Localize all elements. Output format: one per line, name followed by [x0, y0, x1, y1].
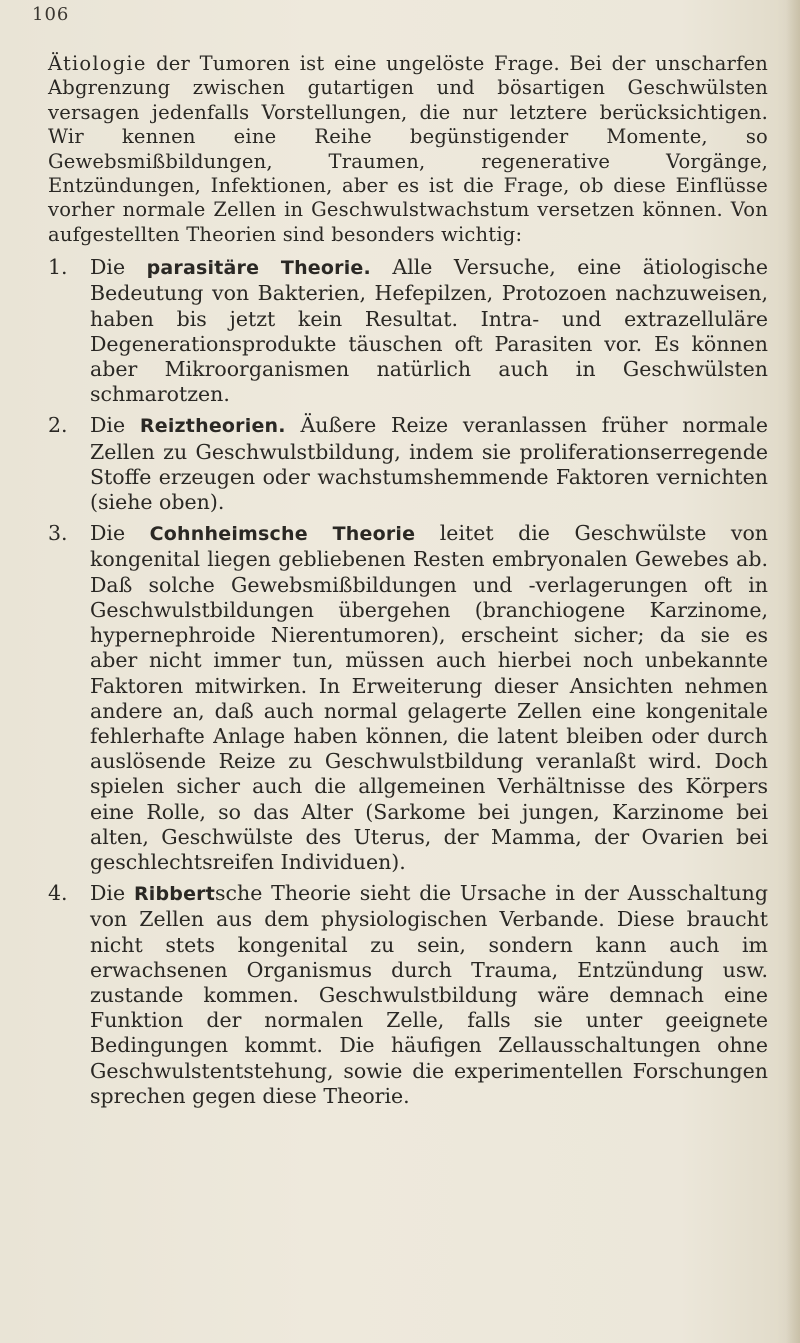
- theory-text: Alle Versuche, eine ätiologische Bedeutung von Bakterien, Hefepilzen, Protozoen nachzuweisen, haben bis jetzt kein Resultat. Intra- und extrazelluläre Degenerationsprodukte täuschen oft Parasiten vor. Es können aber Mikroorganismen natürlich auch in Geschwülsten schmarotzen.: [90, 255, 768, 407]
- page-edge-shadow: [786, 0, 800, 1343]
- theory-item-parasitic: [48, 255, 768, 407]
- theory-prefix: Die: [90, 255, 147, 280]
- theory-name: parasitäre Theorie.: [146, 257, 371, 280]
- theory-text: Äußere Reize veranlassen früher normale Zellen zu Geschwulstbildung, indem sie proliferationserregende Stoffe erzeugen oder wachstumshemmende Faktoren vernichten (siehe oben).: [90, 413, 768, 515]
- theory-item-cohnheim: [48, 521, 768, 875]
- page-number: 106: [32, 4, 70, 25]
- theory-list: [48, 255, 768, 1109]
- page-body: [48, 52, 768, 1115]
- intro-heading-word: Ätiologie: [48, 52, 147, 75]
- theory-number: 2.: [48, 413, 68, 438]
- theory-item-stimulus: [48, 413, 768, 515]
- theory-name: Reiztheorien.: [139, 415, 286, 438]
- theory-prefix: Die: [90, 881, 134, 906]
- intro-paragraph: [48, 52, 768, 247]
- intro-text: der Tumoren ist eine ungelöste Frage. Bei der unscharfen Abgrenzung zwischen gutartigen und bösartigen Geschwülsten versagen jedenfalls Vorstellungen, die nur letztere berücksichtigen. Wir kennen eine Reihe begünstigender Momente, so Gewebsmißbildungen, Traumen, regenerative Vorgänge, Entzündungen, Infektionen, aber es ist die Frage, ob diese Einflüsse vorher normale Zellen in Geschwulstwachstum versetzen können. Von aufgestellten Theorien sind besonders wichtig:: [48, 52, 768, 246]
- theory-number: 3.: [48, 521, 68, 546]
- theory-text: sche Theorie sieht die Ursache in der Ausschaltung von Zellen aus dem physiologischen Verbande. Diese braucht nicht stets kongenital zu sein, sondern kann auch im erwachsenen Organismus durch Trauma, Entzündung usw. zustande kommen. Geschwulstbildung wäre demnach eine Funktion der normalen Zelle, falls sie unter geeignete Bedingungen kommt. Die häufigen Zellausschaltungen ohne Geschwulstentstehung, sowie die experimentellen Forschungen sprechen gegen diese Theorie.: [90, 881, 769, 1108]
- theory-number: 1.: [48, 255, 68, 280]
- theory-name: Cohnheimsche Theorie: [149, 523, 416, 546]
- theory-name: Ribbert: [133, 883, 216, 906]
- theory-prefix: Die: [90, 521, 150, 546]
- theory-number: 4.: [48, 881, 68, 906]
- theory-prefix: Die: [90, 413, 140, 438]
- theory-text: leitet die Geschwülste von kongenital liegen gebliebenen Resten embryonalen Gewebes ab. Daß solche Gewebsmißbildungen und -verlagerungen oft in Geschwulstbildungen übergehen (branchiogene Karzinome, hypernephroide Nierentumoren), erscheint sicher; da sie es aber nicht immer tun, müssen auch hierbei noch unbekannte Faktoren mitwirken. In Erweiterung dieser Ansichten nehmen andere an, daß auch normal gelagerte Zellen eine kongenitale fehlerhafte Anlage haben können, die latent bleiben oder durch auslösende Reize zu Geschwulstbildung veranlaßt wird. Doch spielen sicher auch die allgemeinen Verhältnisse des Körpers eine Rolle, so das Alter (Sarkome bei jungen, Karzinome bei alten, Geschwülste des Uterus, der Mamma, der Ovarien bei geschlechtsreifen Individuen).: [90, 521, 769, 874]
- theory-item-ribbert: [48, 881, 768, 1109]
